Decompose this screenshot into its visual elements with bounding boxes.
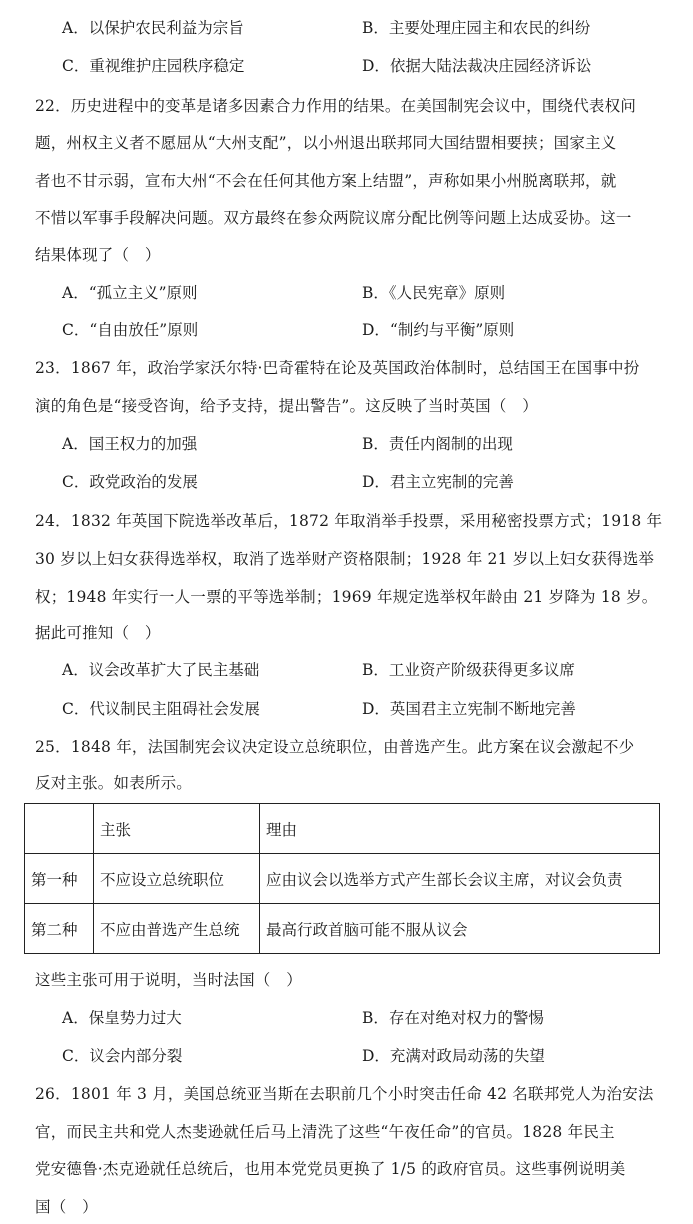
table-cell: 应由议会以选举方式产生部长会议主席，对议会负责 [260,854,660,904]
table-header-cell [25,804,94,854]
q22-line-4: 不惜以军事手段解决问题。双方最终在参众两院议席分配比例等问题上达成妥协。这一 [35,209,632,227]
q24-line-3: 权；1948 年实行一人一票的平等选举制；1969 年规定选举权年龄由 21 岁降为 18 岁。 [35,588,658,606]
table-cell: 第二种 [25,904,94,954]
table-row [25,904,660,954]
q23-option-c: C．政党政治的发展 [62,473,198,491]
q22-line-5: 结果体现了（ ） [35,246,161,264]
q21-option-b: B．主要处理庄园主和农民的纠纷 [362,19,591,37]
q24-option-d: D．英国君主立宪制不断地完善 [362,700,576,718]
q26-line-3: 党安德鲁·杰克逊就任总统后，也用本党党员更换了 1/5 的政府官员。这些事例说明美 [35,1160,626,1178]
q26-line-1: 26．1801 年 3 月，美国总统亚当斯在去职前几个小时突击任命 42 名联邦党人为治安法 [35,1085,654,1103]
q22-option-a: A．“孤立主义”原则 [62,284,198,302]
q21-option-d: D．依据大陆法裁决庄园经济诉讼 [362,57,592,75]
q26-line-2: 官，而民主共和党人杰斐逊就任后马上清洗了这些“午夜任命”的官员。1828 年民主 [35,1123,615,1141]
q24-option-a: A．议会改革扩大了民主基础 [62,661,260,679]
q24-option-c: C．代议制民主阻碍社会发展 [62,700,260,718]
table-cell: 不应设立总统职位 [94,854,260,904]
q22-option-c: C．“自由放任”原则 [62,321,199,339]
table-cell: 不应由普选产生总统 [94,904,260,954]
table-header-cell: 主张 [94,804,260,854]
table-row [25,854,660,904]
q22-line-2: 题，州权主义者不愿屈从“大州支配”，以小州退出联邦同大国结盟相要挟；国家主义 [35,134,617,152]
q25-option-b: B．存在对绝对权力的警惕 [362,1009,544,1027]
q23-option-b: B．责任内阁制的出现 [362,435,513,453]
q25-line-1: 25．1848 年，法国制宪会议决定设立总统职位，由普选产生。此方案在议会激起不少 [35,738,635,756]
q24-option-b: B．工业资产阶级获得更多议席 [362,661,575,679]
q21-option-a: A．以保护农民利益为宗旨 [62,19,244,37]
q22-line-3: 者也不甘示弱，宣布大州“不会在任何其他方案上结盟”，声称如果小州脱离联邦，就 [35,172,617,190]
q23-option-a: A．国王权力的加强 [62,435,198,453]
q25-table [24,803,660,954]
q24-line-4: 据此可推知（ ） [35,624,161,642]
q25-line-2: 反对主张。如表所示。 [35,774,193,792]
table-header-row [25,804,660,854]
q25-after-text: 这些主张可用于说明，当时法国（ ） [35,971,302,989]
q25-option-a: A．保皇势力过大 [62,1009,182,1027]
q25-option-c: C．议会内部分裂 [62,1047,183,1065]
q24-line-1: 24．1832 年英国下院选举改革后，1872 年取消举手投票，采用秘密投票方式；1918 年 [35,512,663,530]
table-cell: 最高行政首脑可能不服从议会 [260,904,660,954]
q24-line-2: 30 岁以上妇女获得选举权，取消了选举财产资格限制；1928 年 21 岁以上妇女获得选举 [35,550,655,568]
q22-line-1: 22．历史进程中的变革是诸多因素合力作用的结果。在美国制宪会议中，围绕代表权问 [35,97,637,115]
q23-option-d: D．君主立宪制的完善 [362,473,514,491]
table-header-cell: 理由 [260,804,660,854]
q26-line-4: 国（ ） [35,1198,98,1216]
q25-option-d: D．充满对政局动荡的失望 [362,1047,545,1065]
q23-line-2: 演的角色是“接受咨询，给予支持，提出警告”。这反映了当时英国（ ） [35,397,538,415]
q23-line-1: 23．1867 年，政治学家沃尔特·巴奇霍特在论及英国政治体制时，总结国王在国事中扮 [35,359,640,377]
q21-option-c: C．重视维护庄园秩序稳定 [62,57,245,75]
q22-option-d: D．“制约与平衡”原则 [362,321,515,339]
q22-option-b: B．《人民宪章》原则 [362,284,506,302]
table-cell: 第一种 [25,854,94,904]
